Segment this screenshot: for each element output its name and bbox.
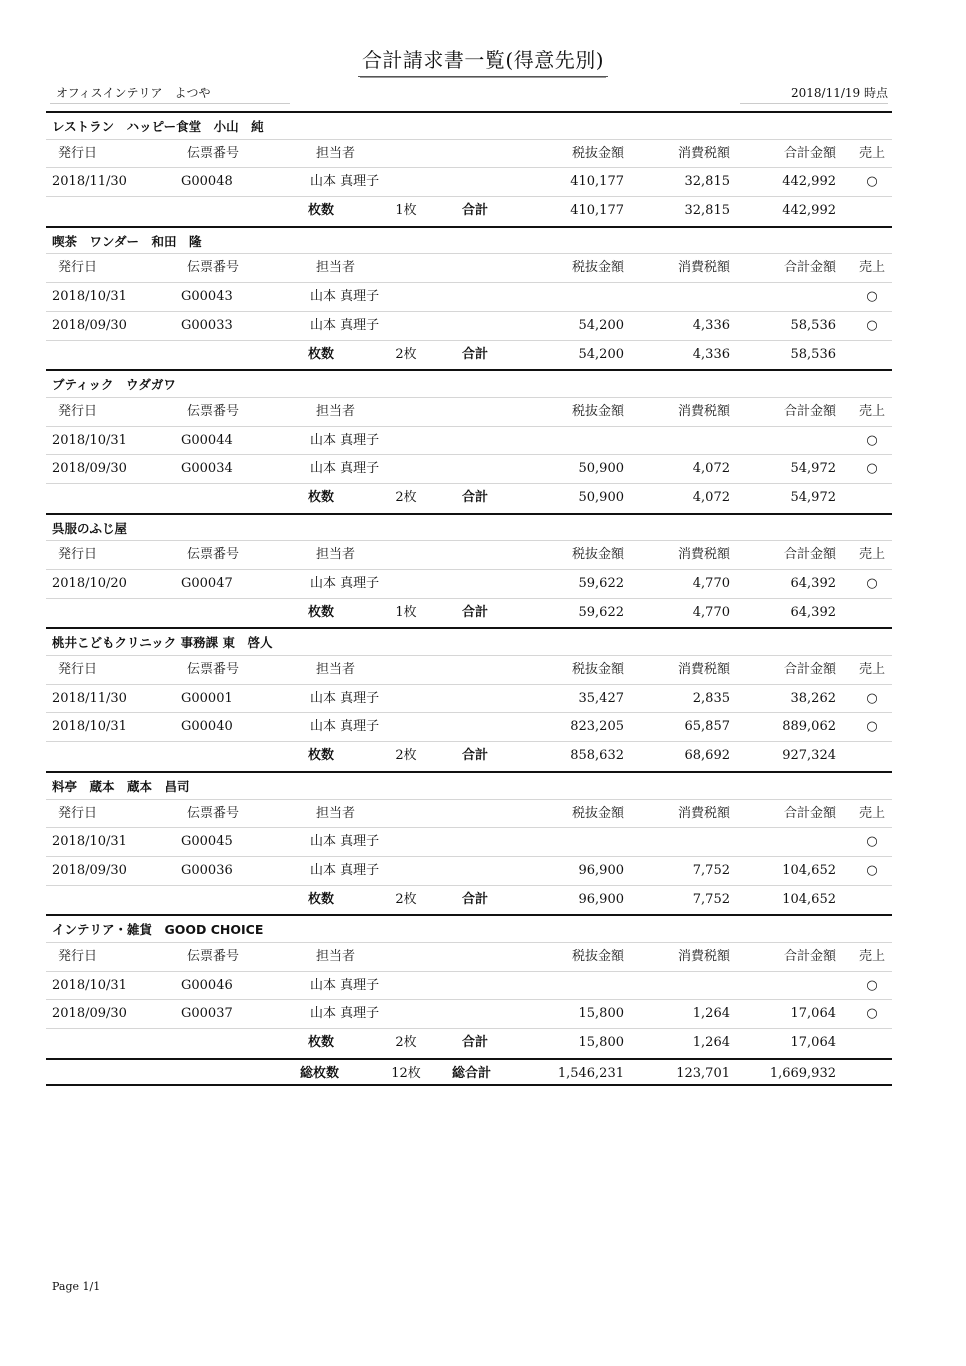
- count-label: 枚数: [308, 748, 335, 764]
- sales-mark: ○: [866, 834, 878, 850]
- invoice-date: 2018/10/31: [52, 977, 127, 993]
- subtotal-total: 17,064: [790, 1035, 836, 1050]
- subtotal-tax: 4,336: [692, 346, 730, 362]
- column-header-date: 発行日: [58, 948, 98, 964]
- column-header-slip: 伝票番号: [187, 805, 240, 821]
- customer-name: レストラン ハッピー食堂 小山 純: [52, 119, 264, 134]
- invoice-row: [46, 283, 892, 312]
- invoice-net: 823,205: [570, 719, 624, 735]
- customer-name: ブティック ウダガワ: [52, 377, 176, 393]
- invoice-tax: 2,835: [692, 690, 730, 706]
- column-header-sales: 売上: [858, 403, 885, 419]
- invoice-tax: 7,752: [692, 862, 730, 878]
- subtotal-total: 54,972: [790, 489, 836, 505]
- invoice-total: 442,992: [782, 174, 836, 190]
- subtotal-row: [46, 886, 892, 915]
- invoice-row: [46, 713, 892, 742]
- column-header-sales: 売上: [858, 805, 885, 821]
- grand-net: 1,546,231: [557, 1065, 624, 1081]
- sales-mark: ○: [866, 1006, 878, 1022]
- column-header-sales: 売上: [858, 948, 885, 964]
- column-header-tax: 消費税額: [677, 948, 730, 964]
- column-header-staff: 担当者: [316, 260, 356, 276]
- subtotal-count: 2枚: [395, 891, 417, 907]
- column-header-date: 発行日: [58, 805, 98, 821]
- invoice-slip: G00037: [181, 1006, 233, 1022]
- sales-mark: ○: [866, 862, 878, 878]
- sales-mark: ○: [866, 977, 878, 993]
- sum-label: 合計: [462, 203, 489, 219]
- invoice-row: [46, 857, 892, 886]
- column-header-total: 合計金額: [783, 260, 836, 276]
- sum-label: 合計: [462, 346, 489, 362]
- customer-row: [46, 226, 892, 255]
- invoice-total: 17,064: [790, 1006, 836, 1022]
- as-of-date: 2018/11/19 時点: [740, 84, 888, 104]
- sum-label: 合計: [462, 1035, 489, 1050]
- column-header-net: 税抜金額: [571, 145, 624, 161]
- subtotal-tax: 7,752: [692, 891, 730, 907]
- subtotal-count: 1枚: [395, 203, 417, 219]
- invoice-slip: G00001: [181, 690, 233, 706]
- sales-mark: ○: [866, 289, 878, 305]
- sum-label: 合計: [462, 891, 489, 907]
- column-header-tax: 消費税額: [677, 145, 730, 161]
- invoice-total: 58,536: [790, 317, 836, 333]
- subtotal-net: 59,622: [578, 604, 624, 620]
- column-header-slip: 伝票番号: [187, 547, 240, 563]
- grand-count-label: 総枚数: [300, 1065, 340, 1081]
- column-header-row: [46, 656, 892, 685]
- column-header-row: [46, 140, 892, 169]
- count-label: 枚数: [308, 1035, 335, 1050]
- invoice-staff: 山本 真理子: [310, 1006, 380, 1022]
- sales-mark: ○: [866, 719, 878, 735]
- invoice-slip: G00043: [181, 289, 233, 305]
- subtotal-row: [46, 484, 892, 513]
- invoice-slip: G00034: [181, 461, 233, 477]
- invoice-table: [46, 111, 892, 1086]
- invoice-net: 59,622: [578, 576, 624, 591]
- page-number: Page 1/1: [52, 1280, 101, 1293]
- sales-mark: ○: [866, 576, 878, 591]
- invoice-staff: 山本 真理子: [310, 977, 380, 993]
- grand-tax: 123,701: [676, 1065, 730, 1081]
- subtotal-tax: 32,815: [684, 203, 730, 219]
- subtotal-total: 58,536: [790, 346, 836, 362]
- customer-name: 料亭 蔵本 蔵本 昌司: [52, 778, 190, 794]
- sum-label: 合計: [462, 748, 489, 764]
- column-header-date: 発行日: [58, 662, 98, 678]
- subtotal-total: 64,392: [790, 604, 836, 620]
- count-label: 枚数: [308, 203, 335, 219]
- subtotal-row: [46, 742, 892, 771]
- invoice-slip: G00036: [181, 862, 233, 878]
- invoice-net: 35,427: [578, 690, 624, 706]
- subtotal-tax: 4,072: [692, 489, 730, 505]
- column-header-sales: 売上: [858, 145, 885, 161]
- subtotal-tax: 4,770: [692, 604, 730, 620]
- invoice-row: [46, 972, 892, 1001]
- column-header-net: 税抜金額: [571, 547, 624, 563]
- sales-mark: ○: [866, 690, 878, 706]
- sales-mark: ○: [866, 317, 878, 333]
- invoice-total: 38,262: [790, 690, 836, 706]
- column-header-date: 発行日: [58, 403, 98, 419]
- column-header-row: [46, 541, 892, 570]
- invoice-staff: 山本 真理子: [310, 719, 380, 735]
- invoice-row: [46, 455, 892, 484]
- invoice-net: 54,200: [578, 317, 624, 333]
- subtotal-net: 96,900: [578, 891, 624, 907]
- invoice-date: 2018/11/30: [52, 690, 127, 706]
- subtotal-count: 2枚: [395, 748, 417, 764]
- subtotal-total: 442,992: [782, 203, 836, 219]
- grand-total: 1,669,932: [769, 1065, 836, 1081]
- invoice-row: [46, 828, 892, 857]
- column-header-total: 合計金額: [783, 948, 836, 964]
- report-title: 合計請求書一覧(得意先別): [358, 44, 608, 77]
- invoice-staff: 山本 真理子: [310, 690, 380, 706]
- column-header-total: 合計金額: [783, 547, 836, 563]
- invoice-total: 64,392: [790, 576, 836, 591]
- invoice-slip: G00045: [181, 834, 233, 850]
- customer-name: 桃井こどもクリニック 事務課 東 啓人: [52, 635, 273, 651]
- sum-label: 合計: [462, 604, 489, 620]
- invoice-tax: 1,264: [692, 1006, 730, 1022]
- column-header-staff: 担当者: [316, 145, 356, 161]
- customer-row: [46, 513, 892, 542]
- column-header-staff: 担当者: [316, 547, 356, 563]
- subtotal-net: 50,900: [578, 489, 624, 505]
- column-header-staff: 担当者: [316, 403, 356, 419]
- invoice-row: [46, 312, 892, 341]
- invoice-slip: G00048: [181, 174, 233, 190]
- count-label: 枚数: [308, 604, 335, 620]
- company-name: オフィスインテリア よつや: [50, 84, 290, 104]
- sum-label: 合計: [462, 489, 489, 505]
- count-label: 枚数: [308, 489, 335, 505]
- invoice-date: 2018/10/31: [52, 719, 127, 735]
- invoice-staff: 山本 真理子: [310, 834, 380, 850]
- subtotal-net: 54,200: [578, 346, 624, 362]
- invoice-date: 2018/09/30: [52, 317, 127, 333]
- subtotal-row: [46, 341, 892, 370]
- invoice-net: 96,900: [578, 862, 624, 878]
- invoice-net: 15,800: [578, 1006, 624, 1022]
- column-header-tax: 消費税額: [677, 547, 730, 563]
- column-header-row: [46, 800, 892, 829]
- invoice-slip: G00047: [181, 576, 233, 591]
- invoice-date: 2018/09/30: [52, 1006, 127, 1022]
- invoice-date: 2018/11/30: [52, 174, 127, 190]
- subtotal-total: 104,652: [782, 891, 836, 907]
- column-header-row: [46, 254, 892, 283]
- column-header-tax: 消費税額: [677, 662, 730, 678]
- invoice-net: 50,900: [578, 461, 624, 477]
- column-header-tax: 消費税額: [677, 403, 730, 419]
- customer-row: [46, 369, 892, 398]
- invoice-staff: 山本 真理子: [310, 174, 380, 190]
- subtotal-total: 927,324: [782, 748, 836, 764]
- column-header-net: 税抜金額: [571, 948, 624, 964]
- column-header-staff: 担当者: [316, 948, 356, 964]
- count-label: 枚数: [308, 346, 335, 362]
- grand-sum-label: 総合計: [452, 1065, 492, 1081]
- column-header-net: 税抜金額: [571, 403, 624, 419]
- column-header-net: 税抜金額: [571, 260, 624, 276]
- subtotal-count: 2枚: [395, 1035, 417, 1050]
- column-header-staff: 担当者: [316, 662, 356, 678]
- column-header-total: 合計金額: [783, 145, 836, 161]
- customer-row: [46, 627, 892, 656]
- column-header-sales: 売上: [858, 260, 885, 276]
- invoice-staff: 山本 真理子: [310, 461, 380, 477]
- invoice-total: 889,062: [782, 719, 836, 735]
- subtotal-net: 410,177: [570, 203, 624, 219]
- invoice-row: [46, 427, 892, 456]
- customer-name: 呉服のふじ屋: [52, 520, 128, 536]
- subtotal-net: 858,632: [570, 748, 624, 764]
- column-header-sales: 売上: [858, 662, 885, 678]
- invoice-row: [46, 685, 892, 714]
- invoice-slip: G00046: [181, 977, 233, 993]
- customer-row: [46, 914, 892, 943]
- subtotal-count: 2枚: [395, 489, 417, 505]
- invoice-date: 2018/09/30: [52, 862, 127, 878]
- invoice-net: 410,177: [570, 174, 624, 190]
- column-header-net: 税抜金額: [571, 805, 624, 821]
- invoice-staff: 山本 真理子: [310, 432, 380, 448]
- invoice-date: 2018/09/30: [52, 461, 127, 477]
- column-header-slip: 伝票番号: [187, 145, 240, 161]
- invoice-row: [46, 168, 892, 197]
- invoice-staff: 山本 真理子: [310, 576, 380, 591]
- column-header-slip: 伝票番号: [187, 948, 240, 964]
- subtotal-tax: 1,264: [692, 1035, 730, 1050]
- column-header-tax: 消費税額: [677, 805, 730, 821]
- subtotal-net: 15,800: [578, 1035, 624, 1050]
- invoice-date: 2018/10/31: [52, 834, 127, 850]
- invoice-date: 2018/10/20: [52, 576, 127, 591]
- invoice-tax: 65,857: [684, 719, 730, 735]
- subtotal-count: 2枚: [395, 346, 417, 362]
- column-header-tax: 消費税額: [677, 260, 730, 276]
- invoice-slip: G00044: [181, 432, 233, 448]
- grand-total-row: [46, 1058, 892, 1087]
- invoice-date: 2018/10/31: [52, 289, 127, 305]
- column-header-row: [46, 398, 892, 427]
- subtotal-row: [46, 197, 892, 226]
- column-header-slip: 伝票番号: [187, 662, 240, 678]
- invoice-tax: 4,770: [692, 576, 730, 591]
- column-header-total: 合計金額: [783, 662, 836, 678]
- grand-count: 12枚: [391, 1065, 421, 1081]
- invoice-staff: 山本 真理子: [310, 289, 380, 305]
- sales-mark: ○: [866, 432, 878, 448]
- column-header-date: 発行日: [58, 547, 98, 563]
- subtotal-row: [46, 1029, 892, 1058]
- column-header-staff: 担当者: [316, 805, 356, 821]
- column-header-slip: 伝票番号: [187, 403, 240, 419]
- invoice-tax: 32,815: [684, 174, 730, 190]
- column-header-net: 税抜金額: [571, 662, 624, 678]
- invoice-slip: G00040: [181, 719, 233, 735]
- invoice-date: 2018/10/31: [52, 432, 127, 448]
- customer-name: インテリア・雑貨 GOOD CHOICE: [52, 922, 264, 938]
- column-header-total: 合計金額: [783, 805, 836, 821]
- invoice-row: [46, 1000, 892, 1029]
- subtotal-row: [46, 599, 892, 628]
- invoice-row: [46, 570, 892, 599]
- invoice-tax: 4,336: [692, 317, 730, 333]
- subtotal-tax: 68,692: [684, 748, 730, 764]
- count-label: 枚数: [308, 891, 335, 907]
- sales-mark: ○: [866, 461, 878, 477]
- customer-row: [46, 111, 892, 140]
- invoice-tax: 4,072: [692, 461, 730, 477]
- column-header-date: 発行日: [58, 260, 98, 276]
- sales-mark: ○: [866, 174, 878, 190]
- invoice-total: 104,652: [782, 862, 836, 878]
- column-header-slip: 伝票番号: [187, 260, 240, 276]
- invoice-total: 54,972: [790, 461, 836, 477]
- column-header-sales: 売上: [858, 547, 885, 563]
- invoice-staff: 山本 真理子: [310, 862, 380, 878]
- column-header-date: 発行日: [58, 145, 98, 161]
- customer-row: [46, 771, 892, 800]
- column-header-total: 合計金額: [783, 403, 836, 419]
- subtotal-count: 1枚: [395, 604, 417, 620]
- invoice-staff: 山本 真理子: [310, 317, 380, 333]
- customer-name: 喫茶 ワンダー 和田 隆: [52, 233, 202, 249]
- invoice-slip: G00033: [181, 317, 233, 333]
- column-header-row: [46, 943, 892, 972]
